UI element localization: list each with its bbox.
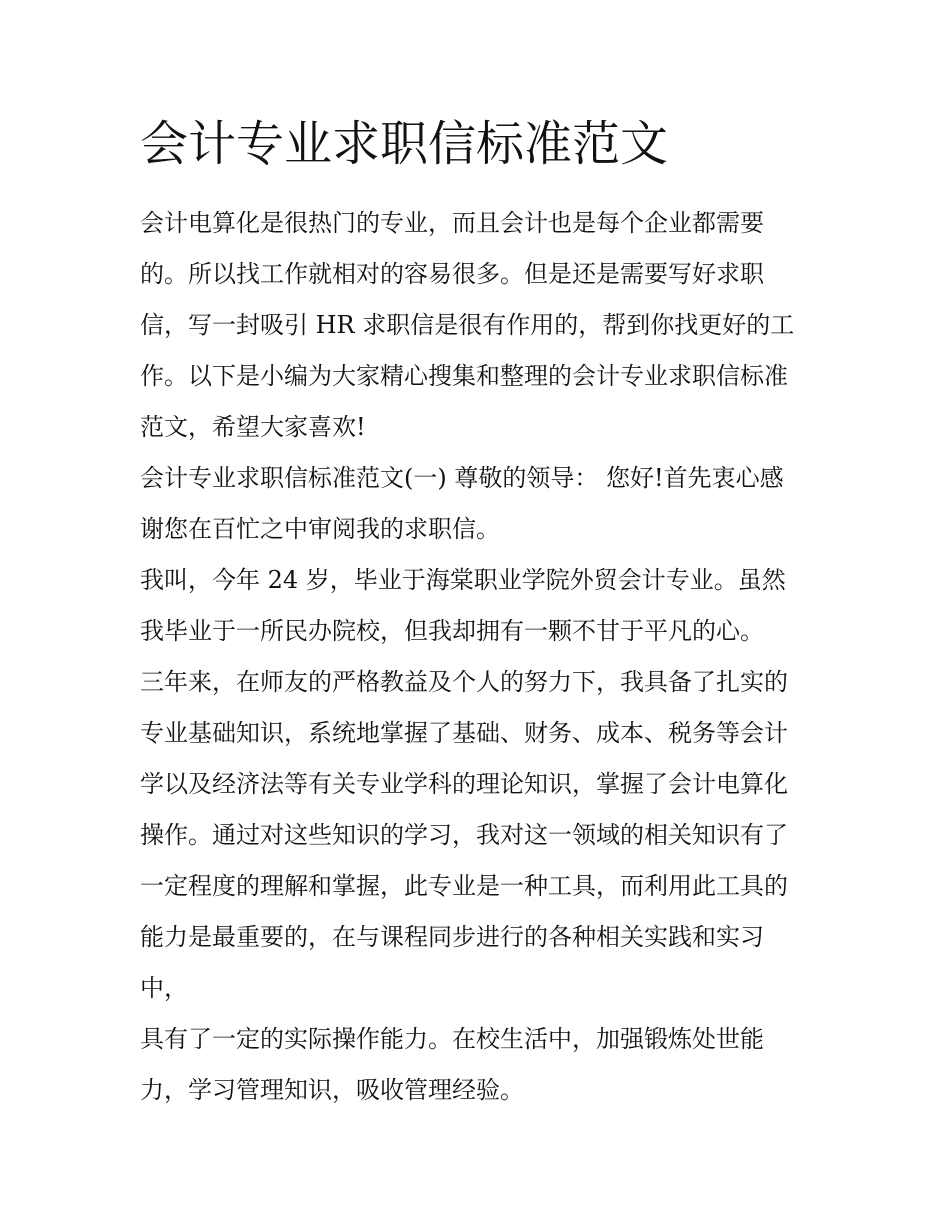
text-line: 范文，希望大家喜欢!: [140, 413, 366, 441]
paragraph-self-intro: [140, 555, 815, 657]
text-line: 具有了一定的实际操作能力。在校生活中，加强锻炼处世能: [140, 1025, 764, 1053]
text-line: 会计专业求职信标准范文(一) 尊敬的领导： 您好!首先衷心感: [140, 464, 784, 492]
text-line: 三年来，在师友的严格教益及个人的努力下，我具备了扎实的: [140, 668, 788, 696]
text-line: 中，: [140, 974, 188, 1002]
text-line: 一定程度的理解和掌握，此专业是一种工具，而利用此工具的: [140, 872, 788, 900]
text-line: 会计电算化是很热门的专业，而且会计也是每个企业都需要: [140, 209, 764, 237]
document-title: 会计专业求职信标准范文: [140, 116, 669, 172]
document-body: [140, 198, 815, 1116]
paragraph-studies: [140, 657, 815, 1014]
text-line: 信，写一封吸引 HR 求职信是很有作用的，帮到你找更好的工: [140, 311, 795, 339]
text-line: 谢您在百忙之中审阅我的求职信。: [140, 515, 500, 543]
text-line: 能力是最重要的，在与课程同步进行的各种相关实践和实习: [140, 923, 764, 951]
text-line: 学以及经济法等有关专业学科的理论知识，掌握了会计电算化: [140, 770, 788, 798]
paragraph-experience: [140, 1014, 815, 1116]
text-line: 操作。通过对这些知识的学习，我对这一领域的相关知识有了: [140, 821, 788, 849]
text-line: 我叫，今年 24 岁，毕业于海棠职业学院外贸会计专业。虽然: [140, 566, 786, 594]
text-line: 作。以下是小编为大家精心搜集和整理的会计专业求职信标准: [140, 362, 788, 390]
text-line: 的。所以找工作就相对的容易很多。但是还是需要写好求职: [140, 260, 764, 288]
text-line: 力，学习管理知识，吸收管理经验。: [140, 1076, 524, 1104]
text-line: 我毕业于一所民办院校，但我却拥有一颗不甘于平凡的心。: [140, 617, 764, 645]
text-line: 专业基础知识，系统地掌握了基础、财务、成本、税务等会计: [140, 719, 788, 747]
paragraph-greeting: [140, 453, 815, 555]
paragraph-intro: [140, 198, 815, 453]
